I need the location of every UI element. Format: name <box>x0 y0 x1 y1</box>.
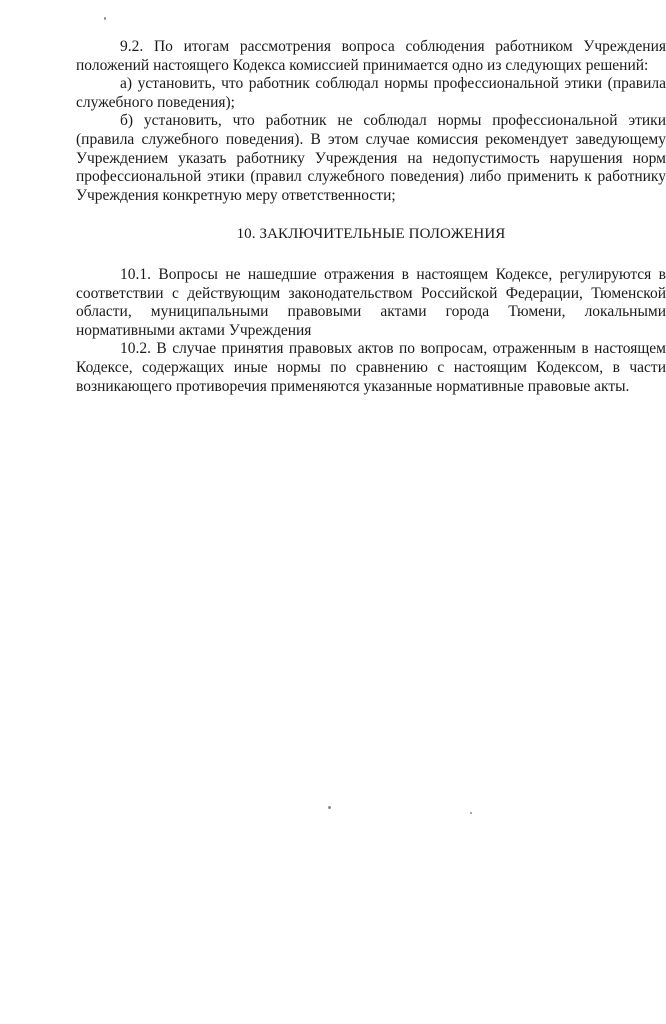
paragraph-9-2-b: б) установить, что работник не соблюдал нормы профессиональной этики (правила служебного поведения). В этом случае комиссия рекомендует заведующему Учреждением указать работнику Учреждения на недопустимость нарушения норм профессиональной этики (правил служебного поведения) либо применить к работнику Учреждения конкретную меру ответственности; <box>76 112 666 204</box>
paragraph-9-2-a: а) установить, что работник соблюдал нормы профессиональной этики (правила служебного поведения); <box>76 75 666 111</box>
paragraph-10-2: 10.2. В случае принятия правовых актов по вопросам, отраженным в настоящем Кодексе, содержащих иные нормы по сравнению с настоящим Кодексом, в части возникающего противоречия применяются указанные нормативные правовые акты. <box>76 340 666 395</box>
scan-speck <box>328 806 331 809</box>
scan-speck <box>104 17 106 20</box>
scan-speck <box>470 812 472 814</box>
paragraph-10-1: 10.1. Вопросы не нашедшие отражения в настоящем Кодексе, регулируются в соответствии с действующим законодательством Российской Федерации, Тюменской области, муниципальными правовыми актами города Тюмени, локальными нормативными актами Учреждения <box>76 265 666 339</box>
paragraph-9-2: 9.2. По итогам рассмотрения вопроса соблюдения работником Учреждения положений настоящего Кодекса комиссией принимается одно из следующих решений: <box>76 38 666 74</box>
section-heading-10: 10. ЗАКЛЮЧИТЕЛЬНЫЕ ПОЛОЖЕНИЯ <box>236 226 506 243</box>
document-body <box>76 38 666 396</box>
